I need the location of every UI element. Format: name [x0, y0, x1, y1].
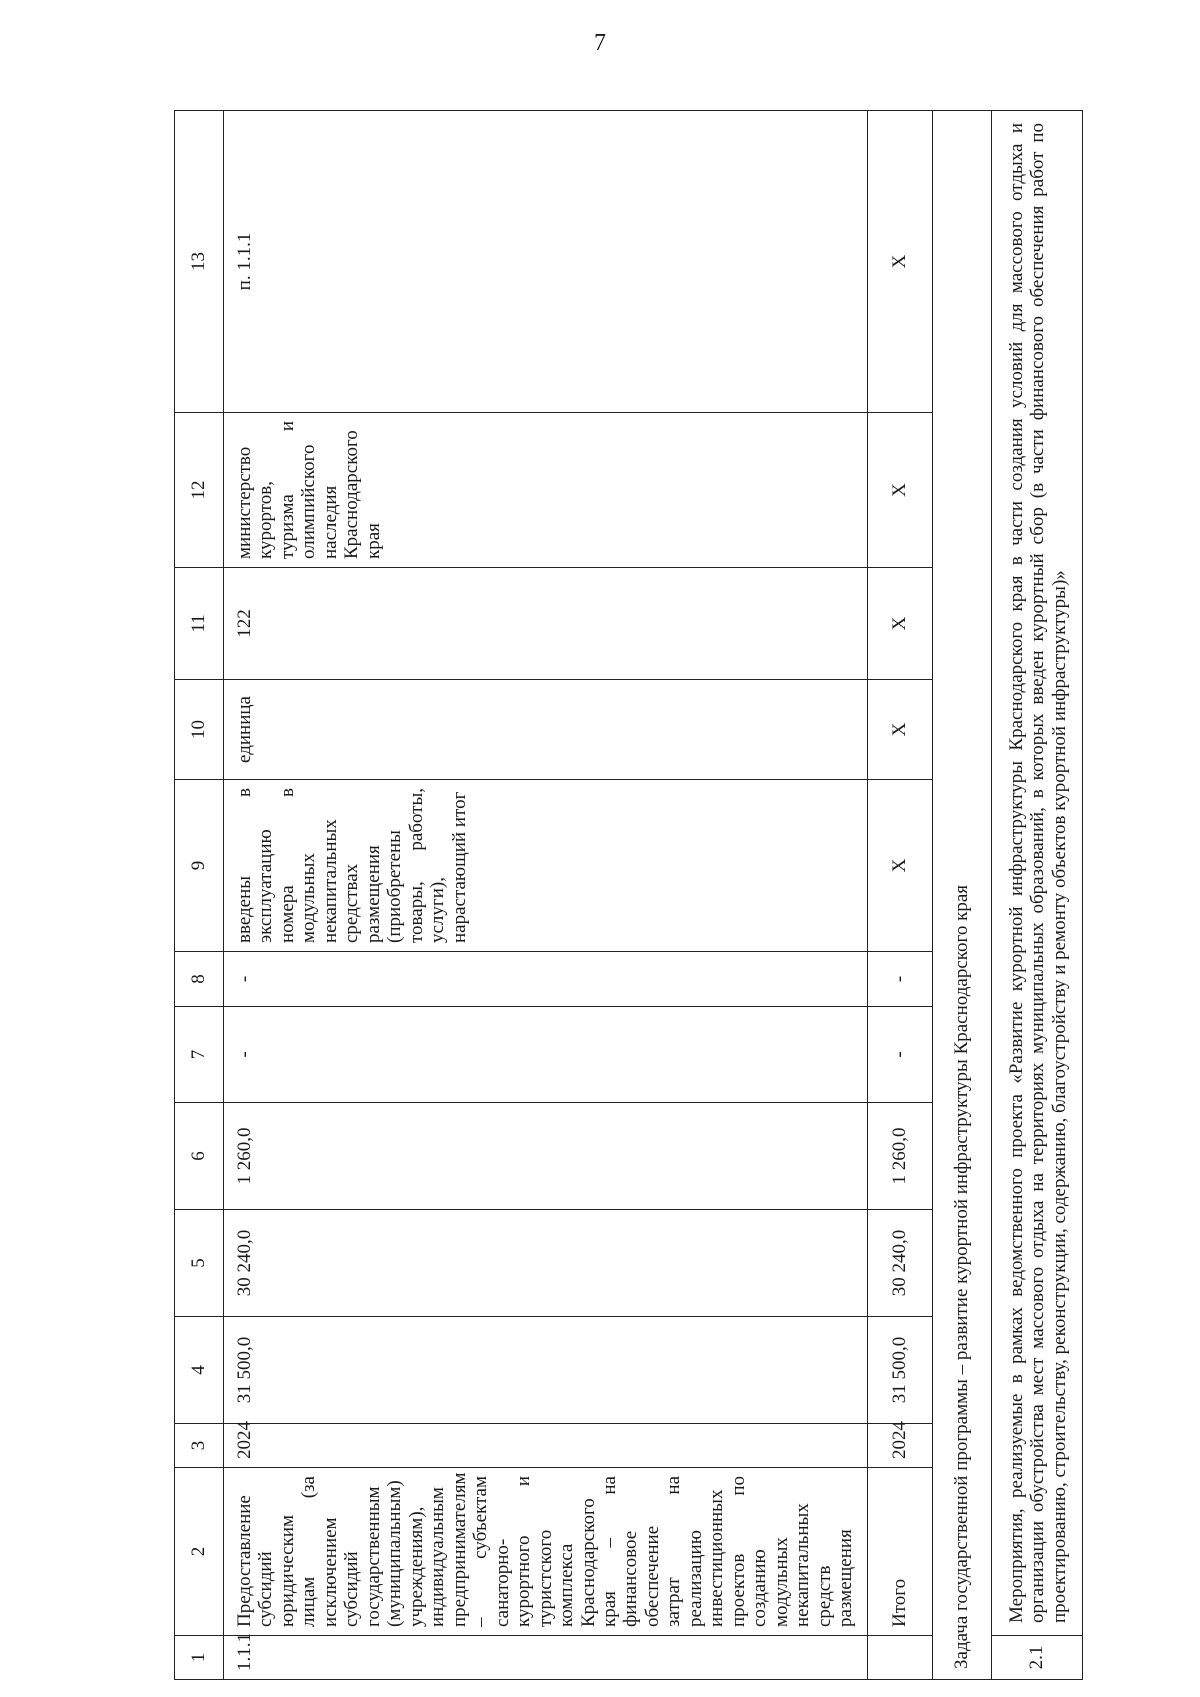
- row-number: 2.1: [991, 1636, 1082, 1680]
- column-number: 12: [175, 413, 224, 568]
- cross-mark: Х: [867, 680, 932, 780]
- column-number-row: [175, 111, 224, 1680]
- column-number: 5: [175, 1210, 224, 1317]
- indicator-name: введены в эксплуатацию номера в модульных некапитальных средствах размещения (приобретены товары, работы, услуги), нарастающий итог: [224, 780, 868, 952]
- unit-cell: единица: [224, 680, 868, 780]
- table-row-1-1-1: [224, 111, 868, 1680]
- activity-description: Мероприятия, реализуемые в рамках ведомственного проекта «Развитие курортной инфраструктуры Краснодарского края в части создания условий для массового отдыха и организации обустройства мест массового отдыха на территориях муниципальных образований, в которых введен курортный сбор (в части финансового обеспечения работ по проектированию, строительству, реконструкции, содержанию, благоустройству и ремонту объектов курортной инфраструктуры)»: [991, 111, 1082, 1636]
- amount-col-6: 1 260,0: [867, 1103, 932, 1210]
- column-number: 6: [175, 1103, 224, 1210]
- cross-mark: Х: [867, 413, 932, 568]
- indicator-value: 122: [224, 568, 868, 680]
- amount-col-5: 30 240,0: [867, 1210, 932, 1317]
- column-number: 8: [175, 952, 224, 1007]
- column-number: 13: [175, 111, 224, 413]
- row-number: 1.1.1: [224, 1636, 868, 1680]
- empty-cell: [867, 1636, 932, 1680]
- column-number: 4: [175, 1317, 224, 1424]
- total-label: Итого: [867, 1468, 932, 1636]
- column-number: 3: [175, 1424, 224, 1468]
- executor-cell: министерство курортов, туризма и олимпийского наследия Краснодарского края: [224, 413, 868, 568]
- amount-col-7: -: [224, 1007, 868, 1103]
- total-row: [867, 111, 932, 1680]
- amount-col-8: -: [867, 952, 932, 1007]
- reference-cell: п. 1.1.1: [224, 111, 868, 413]
- amount-col-6: 1 260,0: [224, 1103, 868, 1210]
- cross-mark: Х: [867, 568, 932, 680]
- page-number: 7: [594, 30, 606, 56]
- amount-total: 31 500,0: [224, 1317, 868, 1424]
- column-number: 10: [175, 680, 224, 780]
- year-cell: 2024: [224, 1424, 868, 1468]
- program-activities-table: [174, 110, 1083, 1680]
- amount-col-8: -: [224, 952, 868, 1007]
- task-text: Задача государственной программы – развитие курортной инфраструктуры Краснодарского края: [932, 111, 991, 1680]
- column-number: 1: [175, 1636, 224, 1680]
- column-number: 2: [175, 1468, 224, 1636]
- column-number: 7: [175, 1007, 224, 1103]
- amount-col-5: 30 240,0: [224, 1210, 868, 1317]
- task-row: [932, 111, 991, 1680]
- column-number: 9: [175, 780, 224, 952]
- column-number: 11: [175, 568, 224, 680]
- activity-name: Предоставление субсидий юридическим лицам (за исключением субсидий государственным (муниципальным) учреждениям), индивидуальным предпринимателям – субъектам санаторно-курортного и туристского комплекса Краснодарского края – на финансовое обеспечение затрат на реализацию инвестиционных проектов по созданию модульных некапитальных средств размещения: [224, 1468, 868, 1636]
- cross-mark: Х: [867, 780, 932, 952]
- rotated-table-container: [174, 111, 1129, 1680]
- cross-mark: Х: [867, 111, 932, 413]
- table-row-2-1: [991, 111, 1082, 1680]
- amount-total: 31 500,0: [867, 1317, 932, 1424]
- year-cell: 2024: [867, 1424, 932, 1468]
- amount-col-7: -: [867, 1007, 932, 1103]
